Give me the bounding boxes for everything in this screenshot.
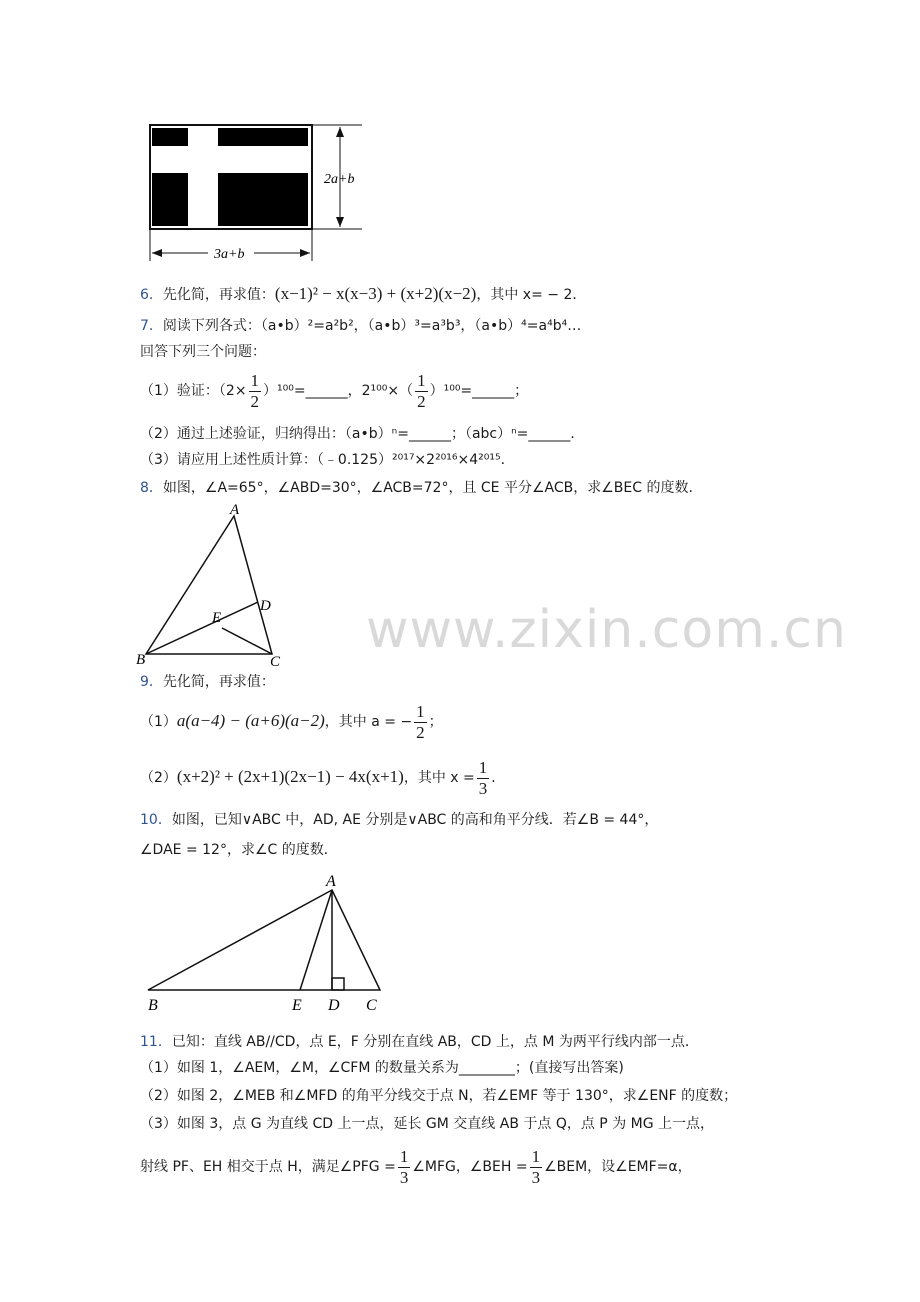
- q7-frac2-num: 1: [417, 370, 426, 390]
- q7-p1-a: （1）验证：（2×: [140, 383, 247, 399]
- block-bottom-left: [152, 173, 188, 226]
- q9-number: 9．: [140, 674, 163, 690]
- q7-frac1-den: 2: [250, 391, 260, 411]
- q11-frac1: [398, 1147, 411, 1188]
- question-10-line1: [140, 810, 658, 830]
- question-7-part1: [140, 368, 528, 414]
- question-8: [140, 478, 702, 498]
- q7-frac1: [249, 371, 262, 412]
- q6-text: 先化简，再求值：: [162, 287, 275, 303]
- q11-p4-c: ∠BEM，设∠EMF=α，: [544, 1159, 692, 1175]
- question-11-part3: （3）如图 3，点 G 为直线 CD 上一点，延长 GM 交直线 AB 于点 Q，点 P 为 MG 上一点，: [140, 1116, 715, 1132]
- arrow-down: [336, 217, 344, 227]
- q11-frac1-num: 1: [399, 1146, 409, 1166]
- segment-ce: [222, 628, 272, 654]
- label-d: D: [260, 598, 271, 614]
- q9-p2-end: ．: [491, 770, 506, 786]
- q9-p1-label: （1）: [140, 714, 177, 730]
- q11-number: 11．: [140, 1034, 172, 1050]
- triangle-abc: [148, 890, 380, 990]
- q6-number: 6．: [140, 287, 163, 303]
- q8-number: 8．: [140, 480, 163, 496]
- label-e: E: [292, 997, 302, 1014]
- question-11-part4: [140, 1144, 692, 1190]
- q7-frac2: [415, 371, 428, 412]
- q9-p1-condition: ，其中 a = −: [324, 714, 413, 730]
- q11-frac2-num: 1: [531, 1146, 541, 1166]
- question-9-part2: [140, 754, 505, 800]
- watermark: www.zixin.com.cn: [366, 600, 847, 660]
- q10-text: 如图，已知∨ABC 中，AD, AE 分别是∨ABC 的高和角平分线．若∠B = 44°，: [171, 812, 659, 828]
- question-6: [140, 284, 586, 305]
- q9-p1-frac: [414, 702, 427, 743]
- triangle-abc: [146, 516, 272, 654]
- q9-p1-end: ；: [428, 714, 443, 730]
- q9-p2-frac: [477, 758, 490, 799]
- q9-p1-expression: a(a−4) − (a+6)(a−2): [176, 711, 325, 730]
- q7-number: 7．: [140, 318, 163, 334]
- label-e: E: [212, 610, 222, 626]
- label-a: A: [230, 502, 240, 518]
- question-7-part3: （3）请应用上述性质计算：（﹣0.125）²⁰¹⁷×2²⁰¹⁶×4²⁰¹⁵．: [140, 452, 515, 468]
- figure-rectangle-cross: [140, 115, 380, 265]
- q7-frac2-den: 2: [417, 391, 426, 411]
- question-11-line1: [140, 1032, 699, 1052]
- question-7-line2: 回答下列三个问题：: [140, 344, 266, 360]
- q9-p2-frac-den: 3: [478, 778, 488, 798]
- q9-text: 先化简，再求值：: [162, 674, 275, 690]
- q7-text: 阅读下列各式：（a•b）²=a²b²，（a•b）³=a³b³，（a•b）⁴=a⁴b⁴…: [162, 318, 582, 334]
- q11-frac2-den: 3: [531, 1167, 541, 1187]
- q11-frac2: [530, 1147, 543, 1188]
- label-b: B: [136, 652, 146, 668]
- question-9-part1: [140, 698, 443, 744]
- q9-p2-frac-num: 1: [478, 757, 488, 777]
- block-top-left: [152, 128, 188, 146]
- q9-p1-frac-num: 1: [416, 701, 425, 721]
- q11-p4-b: ∠MFG，∠BEH =: [412, 1159, 528, 1175]
- q11-p4-a: 射线 PF、EH 相交于点 H，满足∠PFG =: [140, 1159, 396, 1175]
- q6-condition: ，其中 x= − 2．: [476, 287, 587, 303]
- q9-p2-expression: (x+2)² + (2x+1)(2x−1) − 4x(x+1): [176, 767, 404, 786]
- q9-p2-condition: ，其中 x =: [403, 770, 475, 786]
- q7-frac1-num: 1: [250, 370, 260, 390]
- label-width: 3a+b: [214, 247, 245, 262]
- q10-number: 10．: [140, 812, 172, 828]
- q6-expression: (x−1)² − x(x−3) + (x+2)(x−2): [274, 284, 477, 303]
- label-c: C: [366, 997, 377, 1014]
- label-a: A: [326, 873, 336, 890]
- question-7-line1: [140, 316, 581, 336]
- arrow-up: [336, 127, 344, 137]
- arrow-left: [152, 249, 162, 257]
- q11-text: 已知：直线 AB//CD，点 E，F 分别在直线 AB，CD 上，点 M 为两平行线内部一点．: [171, 1034, 699, 1050]
- question-11-part1: （1）如图 1，∠AEM，∠M，∠CFM 的数量关系为________；(直接写出答案): [140, 1060, 624, 1076]
- q7-p1-b: ）¹⁰⁰=______，2¹⁰⁰×（: [263, 383, 414, 399]
- q8-text: 如图，∠A=65°，∠ABD=30°，∠ACB=72°，且 CE 平分∠ACB，求∠BEC 的度数．: [162, 480, 703, 496]
- arrow-right: [300, 249, 310, 257]
- label-d: D: [328, 997, 340, 1014]
- label-b: B: [148, 997, 158, 1014]
- q9-p1-frac-den: 2: [416, 722, 425, 742]
- q9-p2-label: （2）: [140, 770, 177, 786]
- block-bottom-right: [218, 173, 308, 226]
- right-angle-mark: [332, 978, 344, 990]
- question-11-part2: （2）如图 2，∠MEB 和∠MFD 的角平分线交于点 N，若∠EMF 等于 130°，求∠ENF 的度数；: [140, 1088, 738, 1104]
- q11-frac1-den: 3: [399, 1167, 409, 1187]
- figure-triangle-8: [130, 498, 300, 670]
- label-height: 2a+b: [324, 172, 355, 187]
- block-top-right: [218, 128, 308, 146]
- question-9: [140, 672, 275, 692]
- figure-triangle-10: [140, 866, 400, 1018]
- q7-p1-c: ）¹⁰⁰=______；: [429, 383, 529, 399]
- question-7-part2: （2）通过上述验证，归纳得出：（a•b）ⁿ=______；（abc）ⁿ=______．: [140, 426, 585, 442]
- question-10-line2: ∠DAE = 12°，求∠C 的度数．: [140, 842, 338, 858]
- label-c: C: [270, 654, 281, 670]
